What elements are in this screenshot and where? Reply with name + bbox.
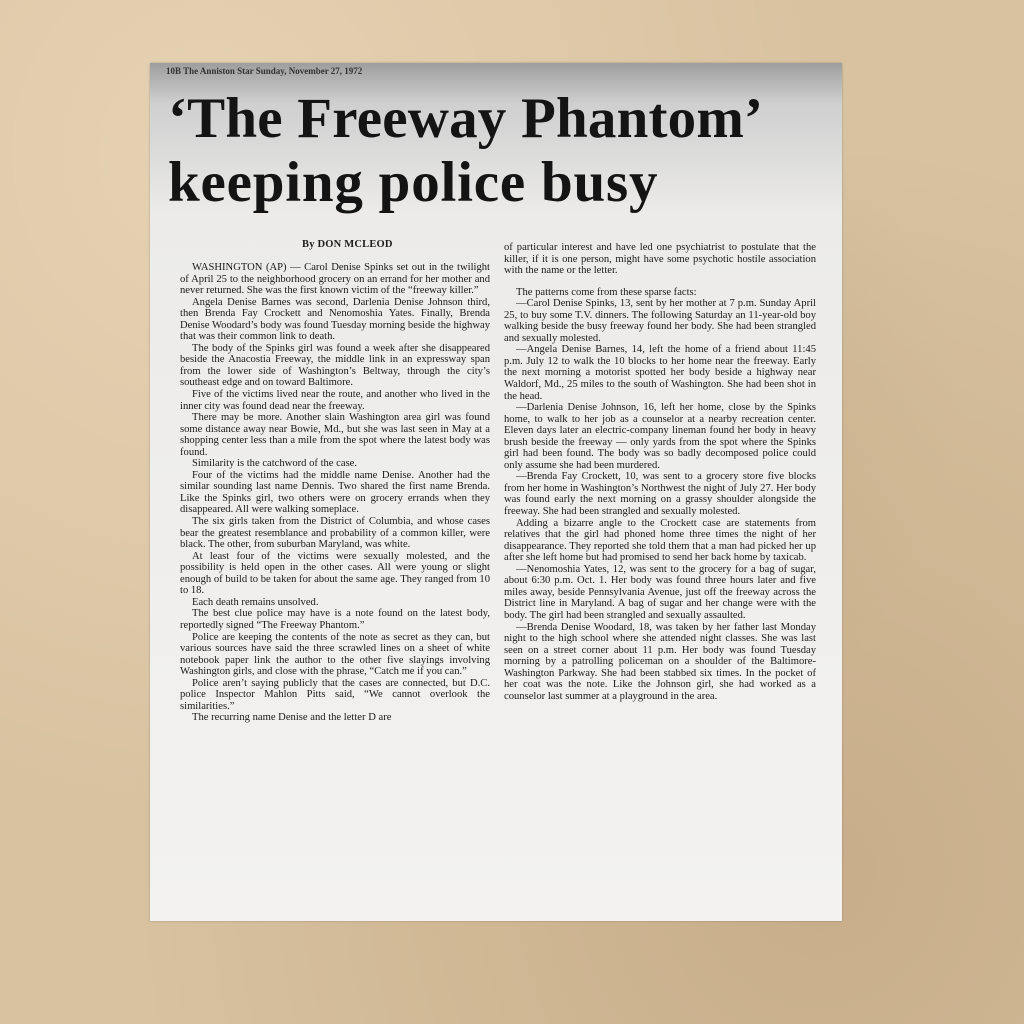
paragraph: Adding a bizarre angle to the Crockett case are statements from relatives that the girl had phoned home three times the night of her disappearance. They reported she told them that a man had picked her up after she left home but had promised to send her back home by taxicab. (504, 517, 816, 564)
paragraph: The body of the Spinks girl was found a week after she disappeared beside the Anacostia Freeway, the middle link in an expressway span from the lower side of Washington’s Beltway, through the city’s southeast edge and on toward Baltimore. (180, 342, 490, 389)
paragraph: —Angela Denise Barnes, 14, left the home of a friend about 11:45 p.m. July 12 to walk the 10 blocks to her home near the freeway. Early the next morning a motorist spotted her body beside a highway near Waldorf, Md., 25 miles to the south of Washington. She had been shot in the head. (504, 344, 816, 402)
paragraph: —Brenda Denise Woodard, 18, was taken by her father last Monday night to the high school where she attended night classes. She was last seen on a street corner about 11 p.m. Her body was found Tuesday morning by a patrolling policeman on a shoulder of the Baltimore-Washington Parkway. She had been stabbed six times. In the pocket of her coat was the note. Like the Johnson girl, she had worked as a counselor last summer at a playground in the area. (504, 621, 816, 702)
paragraph: The best clue police may have is a note found on the latest body, reportedly signed “The Freeway Phantom.” (180, 608, 490, 631)
paragraph: —Nenomoshia Yates, 12, was sent to the grocery for a bag of sugar, about 6:30 p.m. Oct. 1. Her body was found three hours later and five miles away, beside Pennsylvania Avenue, just off the freeway across the District line in Maryland. A bag of sugar and her change were with the body. The girl had been strangled and sexually assaulted. (504, 563, 816, 621)
paragraph: Each death remains unsolved. (192, 596, 319, 608)
paragraph: The patterns come from these sparse facts: (516, 286, 697, 298)
masthead: 10B The Anniston Star Sunday, November 27, 1972 (166, 66, 363, 76)
paragraph: —Darlenia Denise Johnson, 16, left her home, close by the Spinks home, to walk to her job as a counselor at a nearby recreation center. Eleven days later an electric-company lineman found her body in heavy brush beside the freeway — only yards from the spot where the Spinks girl had been found. The body was so badly decomposed police could only assume she had been murdered. (504, 402, 816, 471)
paragraph: —Brenda Fay Crockett, 10, was sent to a grocery store five blocks from her home in Washington’s Northwest the night of July 27. Her body was found early the next morning on a grassy shoulder alongside the freeway. She had been strangled and sexually molested. (504, 471, 816, 518)
headline-line-1: ‘The Freeway Phantom’ (168, 87, 764, 150)
paragraph: Angela Denise Barnes was second, Darlenia Denise Johnson third, then Brenda Fay Crockett and Nenomoshia Yates. Finally, Brenda Denise Woodard’s body was found Tuesday morning beside the highway that was their common link to death. (180, 296, 490, 343)
headline (168, 87, 832, 215)
headline-line-2: keeping police busy (168, 151, 659, 214)
paragraph: Similarity is the catchword of the case. (192, 458, 358, 470)
paragraph: Four of the victims had the middle name Denise. Another had the similar sounding last name Dennis. Two shared the first name Brenda. Like the Spinks girl, two others were on grocery errands when they disappeared. All were walking someplace. (180, 469, 490, 516)
paragraph: The six girls taken from the District of Columbia, and whose cases bear the greatest resemblance and probability of a common killer, were black. The other, from suburban Maryland, was white. (180, 516, 490, 551)
paragraph: Five of the victims lived near the route, and another who lived in the inner city was found dead near the freeway. (180, 389, 490, 412)
paragraph: The recurring name Denise and the letter D are (192, 712, 392, 724)
paragraph: —Carol Denise Spinks, 13, sent by her mother at 7 p.m. Sunday April 25, to buy some T.V. dinners. The following Saturday an 11-year-old boy walking beside the busy freeway found her body. She had been strangled and sexually molested. (504, 298, 816, 344)
paragraph: WASHINGTON (AP) — Carol Denise Spinks set out in the twilight of April 25 to the neighborhood grocery on an errand for her mother and never returned. She was the first known victim of the “freeway killer.” (180, 262, 490, 297)
byline: By DON MCLEOD (302, 239, 393, 250)
paragraph: There may be more. Another slain Washington area girl was found some distance away near Bowie, Md., but she was last seen in May at a shopping center less than a mile from the spot where the latest body was found. (180, 412, 490, 458)
paragraph: At least four of the victims were sexually molested, and the possibility is held open in the other cases. All were young or slight enough of build to be taken for about the same age. They ranged from 10 to 18. (180, 550, 490, 597)
paragraph: Police aren’t saying publicly that the cases are connected, but D.C. police Inspector Mahlon Pitts said, “We cannot overlook the similarities.” (180, 677, 490, 712)
article-column-1 (180, 262, 490, 724)
paragraph: Police are keeping the contents of the note as secret as they can, but various sources have said the three scrawled lines on a sheet of white notebook paper link the author to the other five slayings involving Washington girls, and close with the phrase, “Catch me if you can.” (180, 631, 490, 678)
paragraph: of particular interest and have led one psychiatrist to postulate that the killer, if it is one person, might have some psychotic hostile association with the name or the letter. (504, 242, 816, 277)
newspaper-clipping (150, 63, 842, 921)
article-column-2 (504, 242, 816, 702)
